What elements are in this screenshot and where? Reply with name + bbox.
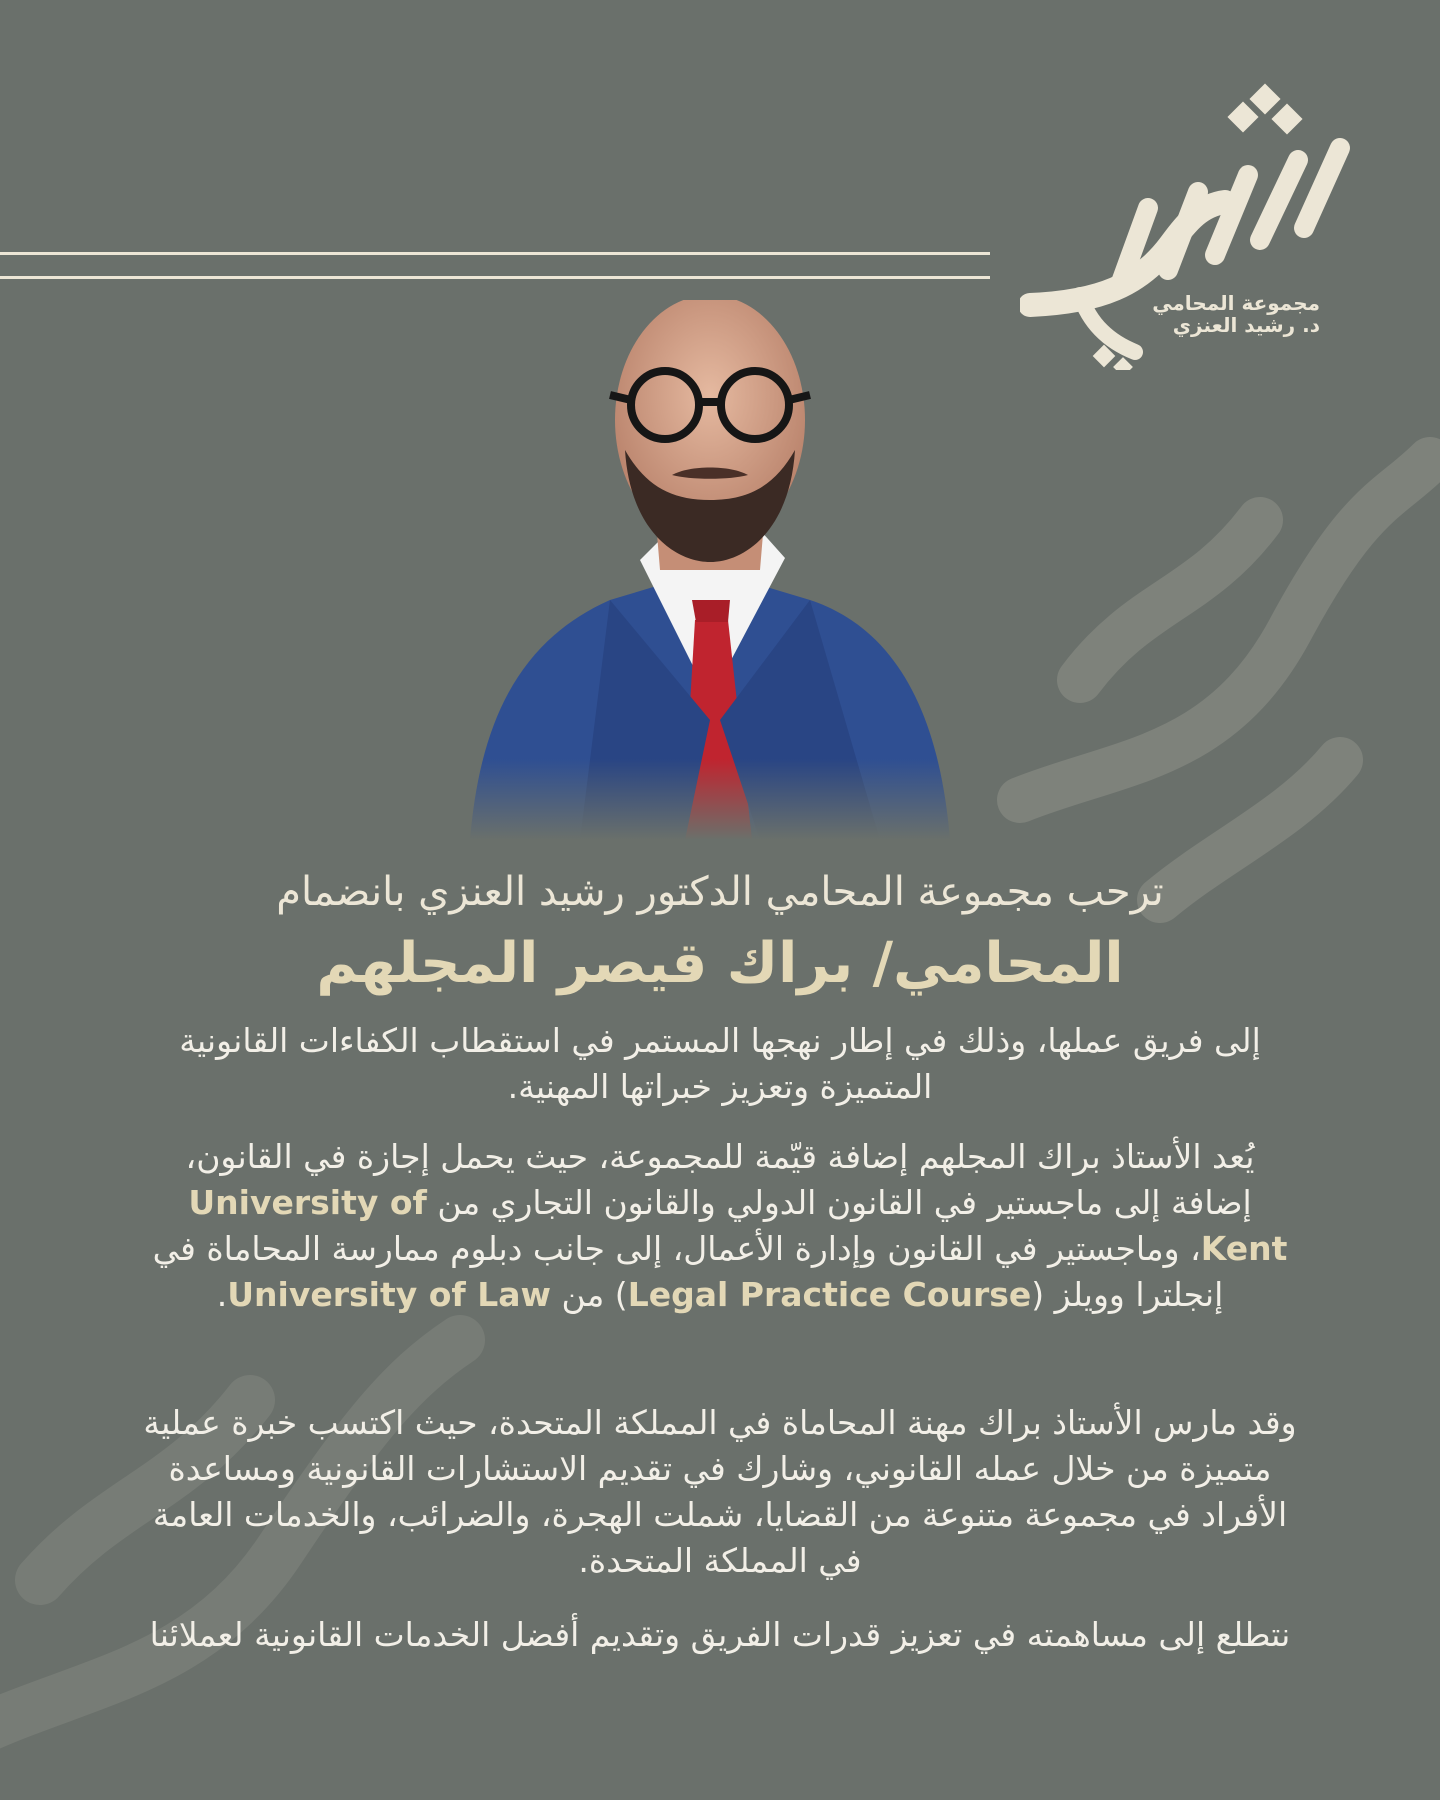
second-line (0, 276, 990, 279)
paragraph-closing: نتطلع إلى مساهمته في تعزيز قدرات الفريق وتقديم أفضل الخدمات القانونية لعملائنا (149, 1615, 1291, 1654)
paragraph-experience: وقد مارس الأستاذ براك مهنة المحاماة في المملكة المتحدة، حيث اكتسب خبرة عملية متميزة من خلال عمله القانوني، وشارك في تقديم الاستشارات القانونية ومساعدة الأفراد في مجموعة متنوعة من القضايا، شملت الهجرة، والضرائب، والخدمات العامة في المملكة المتحدة. (143, 1403, 1297, 1580)
qualifications-text-1: يُعد الأستاذ براك المجلهم إضافة قيّمة للمجموعة، حيث يحمل إجازة في القانون، إضافة إلى ماجستير في القانون الدولي والقانون التجاري من (185, 1137, 1255, 1222)
qualifications-text-4: . (216, 1275, 228, 1314)
qualifications-text-3: ) من (551, 1275, 628, 1314)
welcome-heading: ترحب مجموعة المحامي الدكتور رشيد العنزي بانضمام (276, 869, 1164, 915)
logo-line-1: مجموعة المحامي (1152, 291, 1320, 315)
logo-watermark (960, 380, 1440, 940)
logo-text-group (1140, 292, 1320, 336)
university-of-law: University of Law (227, 1275, 552, 1314)
top-line (0, 252, 990, 255)
new-member-name: المحامي/ براك قيصر المجلهم (316, 931, 1124, 996)
portrait-photo (460, 300, 970, 840)
paragraph-qualifications (140, 1134, 1300, 1318)
qualifications-text-2: ، وماجستير في القانون وإدارة الأعمال، إلى جانب دبلوم ممارسة المحاماة في إنجلترا وويلز ( (152, 1229, 1224, 1314)
university-kent: University of Kent (188, 1183, 1288, 1268)
paragraph-intro: إلى فريق عملها، وذلك في إطار نهجها المستمر في استقطاب الكفاءات القانونية المتميزة وتعزيز خبراتها المهنية. (179, 1021, 1261, 1106)
logo-line-2: د. رشيد العنزي (1172, 313, 1320, 337)
legal-practice-course: Legal Practice Course (627, 1275, 1032, 1314)
